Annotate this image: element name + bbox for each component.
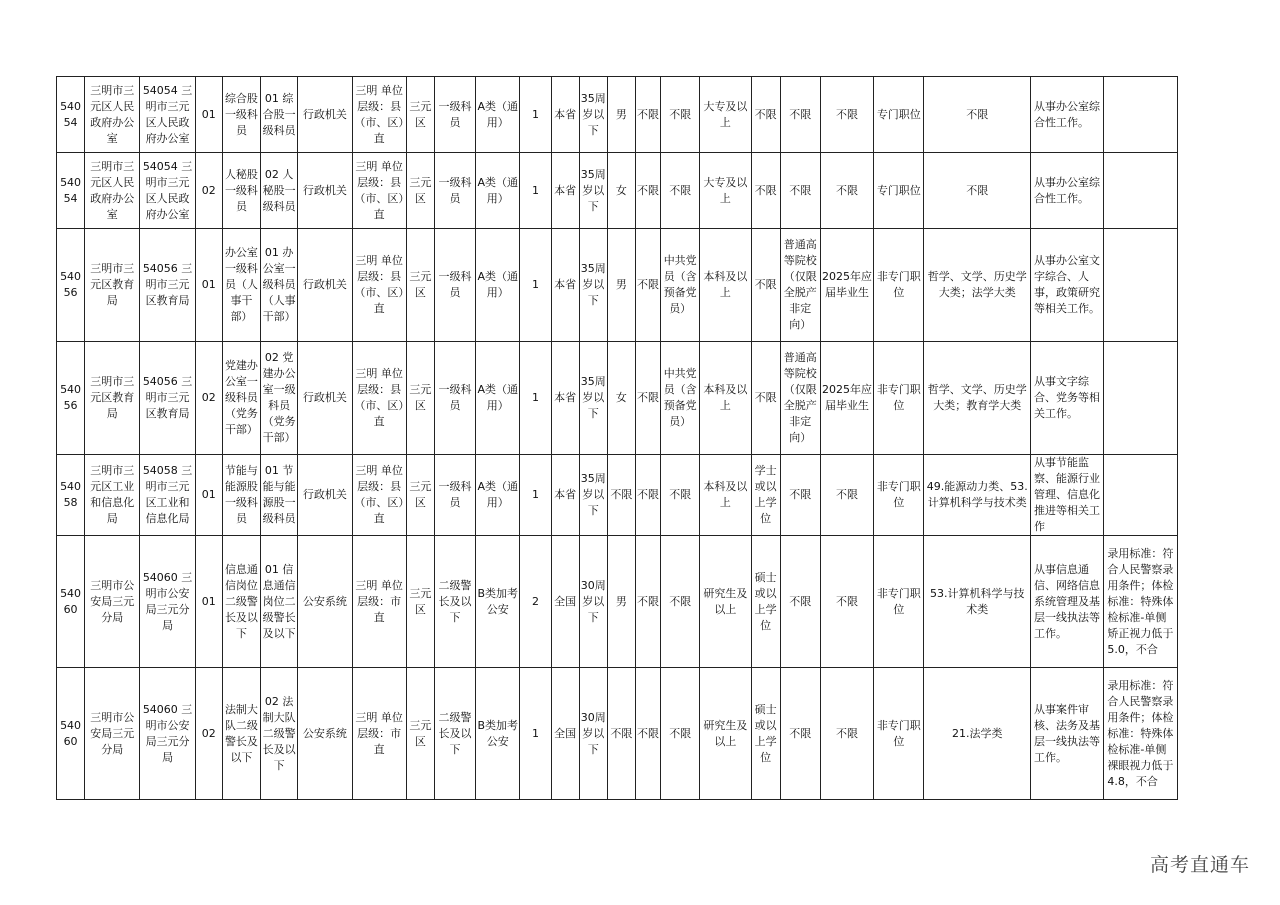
cell-gender: 男 [607, 536, 635, 668]
cell-unit-code-name: 54054 三明市三元区人民政府办公室 [140, 77, 195, 153]
cell-unit-level: 三明 单位层级：县（市、区）直 [352, 229, 406, 342]
cell-job-description: 从事信息通信、网络信息系统管理及基层一线执法等工作。 [1031, 536, 1104, 668]
cell-unit-level: 三明 单位层级：县（市、区）直 [352, 342, 406, 455]
cell-rank: 二级警长及以下 [434, 536, 475, 668]
cell-graduate-status: 不限 [820, 536, 873, 668]
cell-post-name: 综合股一级科员 [222, 77, 260, 153]
cell-major: 哲学、文学、历史学大类；教育学大类 [924, 342, 1031, 455]
cell-degree: 硕士或以上学位 [751, 668, 780, 800]
cell-ethnicity: 不限 [635, 229, 660, 342]
cell-job-description: 从事文字综合、党务等相关工作。 [1031, 342, 1104, 455]
table-row [57, 77, 1178, 153]
recruitment-table [56, 76, 1178, 800]
cell-position-code: 54054 [57, 77, 85, 153]
cell-degree: 硕士或以上学位 [751, 536, 780, 668]
cell-headcount: 1 [520, 77, 551, 153]
cell-work-location: 三元区 [406, 153, 434, 229]
cell-post-code: 02 [195, 668, 222, 800]
cell-age-limit: 35周岁以下 [579, 342, 607, 455]
cell-job-description: 从事节能监察、能源行业管理、信息化推进等相关工作 [1031, 455, 1104, 536]
cell-post-type: 专门职位 [874, 153, 924, 229]
watermark-logo-text: 高考直通车 [1149, 854, 1250, 876]
cell-unit-level: 三明 单位层级：市直 [352, 668, 406, 800]
cell-work-location: 三元区 [406, 536, 434, 668]
cell-exam-category: B类加考公安 [476, 536, 520, 668]
cell-political-status: 不限 [661, 153, 700, 229]
cell-school-type: 不限 [780, 455, 820, 536]
cell-post-name: 节能与能源股一级科员 [222, 455, 260, 536]
cell-post-code: 01 [195, 455, 222, 536]
cell-agency-type: 公安系统 [298, 536, 352, 668]
cell-agency-type: 行政机关 [298, 342, 352, 455]
cell-exam-category: A类（通用） [476, 77, 520, 153]
cell-post-type: 非专门职位 [874, 668, 924, 800]
cell-work-location: 三元区 [406, 342, 434, 455]
cell-school-type: 不限 [780, 77, 820, 153]
cell-age-limit: 35周岁以下 [579, 455, 607, 536]
cell-position-code: 54056 [57, 229, 85, 342]
cell-job-description: 从事办公室文字综合、人事，政策研究等相关工作。 [1031, 229, 1104, 342]
cell-unit-code-name: 54056 三明市三元区教育局 [140, 229, 195, 342]
cell-agency-type: 公安系统 [298, 668, 352, 800]
cell-education: 研究生及以上 [700, 536, 751, 668]
cell-rank: 二级警长及以下 [434, 668, 475, 800]
table-row [57, 229, 1178, 342]
cell-post-name: 办公室一级科员（人事干部） [222, 229, 260, 342]
cell-post-code-name: 01 信息通信岗位二级警长及以下 [261, 536, 298, 668]
cell-unit-name: 三明市三元区教育局 [85, 342, 140, 455]
cell-post-type: 非专门职位 [874, 536, 924, 668]
cell-ethnicity: 不限 [635, 153, 660, 229]
cell-political-status: 不限 [661, 77, 700, 153]
cell-exam-category: A类（通用） [476, 342, 520, 455]
cell-position-code: 54058 [57, 455, 85, 536]
cell-post-name: 人秘股一级科员 [222, 153, 260, 229]
table-row [57, 153, 1178, 229]
cell-exam-category: B类加考公安 [476, 668, 520, 800]
cell-school-type: 普通高等院校（仅限全脱产非定向） [780, 342, 820, 455]
cell-hukou-scope: 全国 [551, 668, 579, 800]
cell-post-code-name: 01 综合股一级科员 [261, 77, 298, 153]
cell-degree: 不限 [751, 153, 780, 229]
cell-rank: 一级科员 [434, 229, 475, 342]
cell-unit-name: 三明市公安局三元分局 [85, 668, 140, 800]
cell-hukou-scope: 本省 [551, 229, 579, 342]
cell-ethnicity: 不限 [635, 77, 660, 153]
cell-graduate-status: 2025年应届毕业生 [820, 229, 873, 342]
cell-major: 不限 [924, 153, 1031, 229]
cell-major: 53.计算机科学与技术类 [924, 536, 1031, 668]
cell-age-limit: 30周岁以下 [579, 668, 607, 800]
cell-position-code: 54056 [57, 342, 85, 455]
cell-work-location: 三元区 [406, 455, 434, 536]
cell-post-code-name: 02 人秘股一级科员 [261, 153, 298, 229]
cell-ethnicity: 不限 [635, 536, 660, 668]
cell-education: 本科及以上 [700, 229, 751, 342]
cell-education: 研究生及以上 [700, 668, 751, 800]
cell-gender: 男 [607, 77, 635, 153]
cell-remarks: 录用标准：符合人民警察录用条件；体检标准：特殊体检标准-单侧矫正视力低于5.0，不合 [1104, 536, 1178, 668]
cell-headcount: 1 [520, 668, 551, 800]
cell-ethnicity: 不限 [635, 455, 660, 536]
cell-remarks [1104, 229, 1178, 342]
cell-post-type: 非专门职位 [874, 455, 924, 536]
cell-political-status: 中共党员（含预备党员） [661, 342, 700, 455]
cell-work-location: 三元区 [406, 229, 434, 342]
cell-agency-type: 行政机关 [298, 229, 352, 342]
cell-graduate-status: 2025年应届毕业生 [820, 342, 873, 455]
cell-unit-name: 三明市三元区人民政府办公室 [85, 153, 140, 229]
cell-post-name: 党建办公室一级科员（党务干部） [222, 342, 260, 455]
cell-gender: 女 [607, 342, 635, 455]
cell-work-location: 三元区 [406, 77, 434, 153]
cell-unit-name: 三明市三元区工业和信息化局 [85, 455, 140, 536]
cell-work-location: 三元区 [406, 668, 434, 800]
cell-headcount: 1 [520, 153, 551, 229]
cell-job-description: 从事案件审核、法务及基层一线执法等工作。 [1031, 668, 1104, 800]
cell-political-status: 不限 [661, 536, 700, 668]
cell-political-status: 不限 [661, 455, 700, 536]
cell-degree: 不限 [751, 342, 780, 455]
cell-post-code: 01 [195, 229, 222, 342]
cell-rank: 一级科员 [434, 455, 475, 536]
cell-headcount: 1 [520, 229, 551, 342]
cell-school-type: 不限 [780, 536, 820, 668]
cell-gender: 不限 [607, 455, 635, 536]
cell-exam-category: A类（通用） [476, 229, 520, 342]
cell-post-code-name: 02 法制大队二级警长及以下 [261, 668, 298, 800]
cell-graduate-status: 不限 [820, 668, 873, 800]
cell-school-type: 普通高等院校（仅限全脱产非定向） [780, 229, 820, 342]
recruitment-table-page [56, 76, 1178, 800]
cell-position-code: 54054 [57, 153, 85, 229]
cell-rank: 一级科员 [434, 153, 475, 229]
cell-unit-code-name: 54056 三明市三元区教育局 [140, 342, 195, 455]
cell-post-code-name: 01 办公室一级科员（人事干部） [261, 229, 298, 342]
cell-post-type: 非专门职位 [874, 229, 924, 342]
table-row [57, 668, 1178, 800]
cell-unit-level: 三明 单位层级：县（市、区）直 [352, 455, 406, 536]
table-row [57, 455, 1178, 536]
cell-remarks [1104, 77, 1178, 153]
cell-education: 本科及以上 [700, 342, 751, 455]
cell-school-type: 不限 [780, 668, 820, 800]
cell-exam-category: A类（通用） [476, 455, 520, 536]
cell-political-status: 不限 [661, 668, 700, 800]
cell-age-limit: 35周岁以下 [579, 153, 607, 229]
cell-education: 大专及以上 [700, 77, 751, 153]
cell-degree: 不限 [751, 229, 780, 342]
cell-age-limit: 35周岁以下 [579, 77, 607, 153]
cell-headcount: 2 [520, 536, 551, 668]
table-row [57, 342, 1178, 455]
cell-agency-type: 行政机关 [298, 77, 352, 153]
cell-school-type: 不限 [780, 153, 820, 229]
cell-post-code: 02 [195, 342, 222, 455]
cell-hukou-scope: 本省 [551, 153, 579, 229]
cell-major: 21.法学类 [924, 668, 1031, 800]
cell-ethnicity: 不限 [635, 342, 660, 455]
cell-gender: 男 [607, 229, 635, 342]
cell-major: 不限 [924, 77, 1031, 153]
cell-unit-level: 三明 单位层级：市直 [352, 536, 406, 668]
cell-education: 本科及以上 [700, 455, 751, 536]
cell-hukou-scope: 本省 [551, 77, 579, 153]
cell-remarks: 录用标准：符合人民警察录用条件；体检标准：特殊体检标准-单侧裸眼视力低于4.8，不合 [1104, 668, 1178, 800]
cell-degree: 不限 [751, 77, 780, 153]
cell-rank: 一级科员 [434, 342, 475, 455]
cell-unit-name: 三明市三元区人民政府办公室 [85, 77, 140, 153]
cell-political-status: 中共党员（含预备党员） [661, 229, 700, 342]
cell-remarks [1104, 153, 1178, 229]
cell-gender: 女 [607, 153, 635, 229]
cell-remarks [1104, 342, 1178, 455]
cell-hukou-scope: 全国 [551, 536, 579, 668]
cell-degree: 学士或以上学位 [751, 455, 780, 536]
cell-unit-code-name: 54060 三明市公安局三元分局 [140, 668, 195, 800]
cell-remarks [1104, 455, 1178, 536]
cell-age-limit: 30周岁以下 [579, 536, 607, 668]
cell-graduate-status: 不限 [820, 153, 873, 229]
cell-unit-code-name: 54058 三明市三元区工业和信息化局 [140, 455, 195, 536]
cell-position-code: 54060 [57, 536, 85, 668]
cell-gender: 不限 [607, 668, 635, 800]
cell-age-limit: 35周岁以下 [579, 229, 607, 342]
cell-post-code: 01 [195, 77, 222, 153]
cell-unit-level: 三明 单位层级：县（市、区）直 [352, 77, 406, 153]
cell-unit-code-name: 54054 三明市三元区人民政府办公室 [140, 153, 195, 229]
cell-graduate-status: 不限 [820, 77, 873, 153]
cell-agency-type: 行政机关 [298, 153, 352, 229]
cell-hukou-scope: 本省 [551, 342, 579, 455]
cell-unit-code-name: 54060 三明市公安局三元分局 [140, 536, 195, 668]
cell-headcount: 1 [520, 342, 551, 455]
table-row [57, 536, 1178, 668]
cell-unit-level: 三明 单位层级：县（市、区）直 [352, 153, 406, 229]
cell-post-name: 信息通信岗位二级警长及以下 [222, 536, 260, 668]
cell-unit-name: 三明市公安局三元分局 [85, 536, 140, 668]
cell-ethnicity: 不限 [635, 668, 660, 800]
cell-rank: 一级科员 [434, 77, 475, 153]
cell-agency-type: 行政机关 [298, 455, 352, 536]
cell-exam-category: A类（通用） [476, 153, 520, 229]
cell-graduate-status: 不限 [820, 455, 873, 536]
cell-major: 哲学、文学、历史学大类；法学大类 [924, 229, 1031, 342]
cell-education: 大专及以上 [700, 153, 751, 229]
cell-post-code-name: 01 节能与能源股一级科员 [261, 455, 298, 536]
cell-hukou-scope: 本省 [551, 455, 579, 536]
cell-post-type: 非专门职位 [874, 342, 924, 455]
cell-position-code: 54060 [57, 668, 85, 800]
cell-job-description: 从事办公室综合性工作。 [1031, 153, 1104, 229]
cell-unit-name: 三明市三元区教育局 [85, 229, 140, 342]
cell-headcount: 1 [520, 455, 551, 536]
cell-major: 49.能源动力类、53.计算机科学与技术类 [924, 455, 1031, 536]
cell-post-code-name: 02 党建办公室一级科员（党务干部） [261, 342, 298, 455]
cell-job-description: 从事办公室综合性工作。 [1031, 77, 1104, 153]
cell-post-name: 法制大队二级警长及以下 [222, 668, 260, 800]
cell-post-code: 01 [195, 536, 222, 668]
cell-post-code: 02 [195, 153, 222, 229]
cell-post-type: 专门职位 [874, 77, 924, 153]
